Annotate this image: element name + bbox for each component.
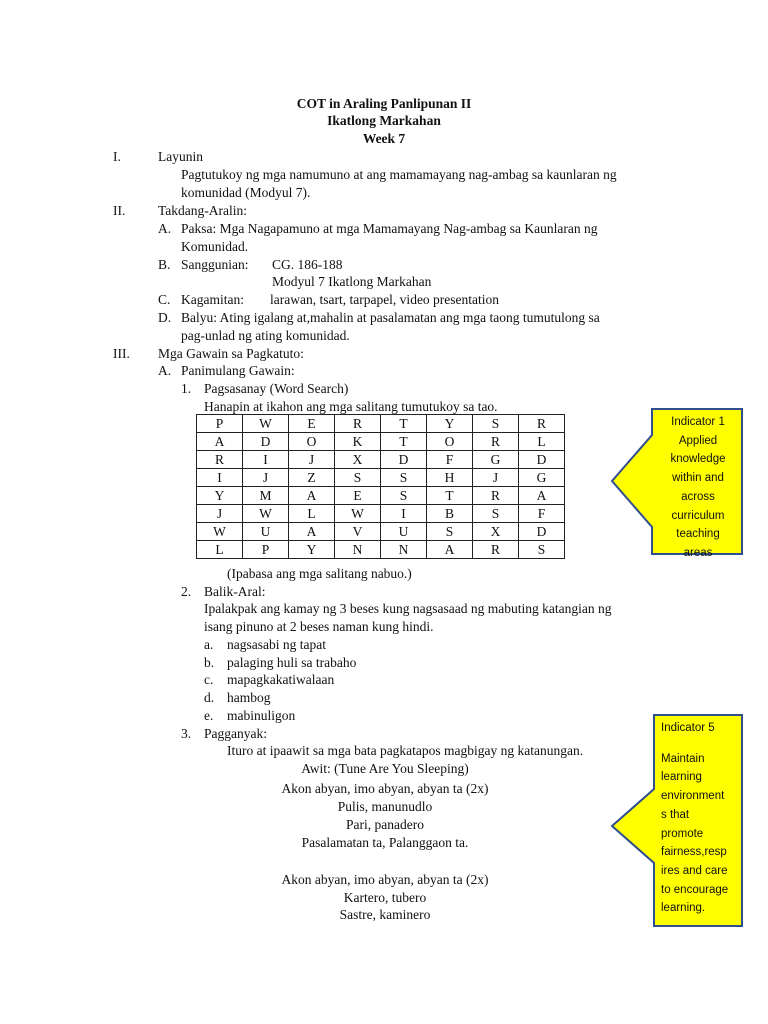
word-search-cell: T: [381, 433, 427, 451]
step-2-marker: 2.: [181, 584, 192, 599]
indicator-1-line-5: across: [681, 490, 715, 503]
indicator-5-line-4: s that: [661, 808, 690, 821]
word-search-cell: J: [473, 469, 519, 487]
song-verse-1-line-2: Pulis, manunudlo: [337, 799, 433, 814]
word-search-cell: S: [381, 487, 427, 505]
word-search-cell: W: [197, 523, 243, 541]
word-search-cell: R: [335, 415, 381, 433]
document-title: COT in Araling Panlipunan II: [296, 96, 472, 111]
step-1-title: Pagsasanay (Word Search): [204, 381, 349, 396]
indicator-5-line-2: learning: [661, 771, 702, 784]
word-search-cell: D: [243, 433, 289, 451]
word-search-cell: S: [519, 541, 565, 559]
word-search-cell: D: [519, 523, 565, 541]
indicator-5-callout: [610, 714, 744, 928]
word-search-cell: U: [243, 523, 289, 541]
word-search-cell: J: [289, 451, 335, 469]
word-search-cell: A: [289, 487, 335, 505]
word-search-row: [197, 541, 565, 559]
indicator-1-line-1: Indicator 1: [671, 416, 725, 428]
word-search-cell: F: [427, 451, 473, 469]
choice-a-marker: a.: [204, 637, 214, 652]
section-iii-number: III.: [113, 346, 130, 361]
song-title: Awit: (Tune Are You Sleeping): [301, 761, 469, 776]
word-search-cell: N: [381, 541, 427, 559]
indicator-1-line-6: curriculum: [671, 509, 725, 522]
word-search-cell: S: [473, 505, 519, 523]
word-search-cell: O: [289, 433, 335, 451]
word-search-cell: A: [289, 523, 335, 541]
song-verse-2-line-3: Sastre, kaminero: [339, 907, 431, 922]
word-search-row: [197, 487, 565, 505]
step-2-title: Balik-Aral:: [204, 584, 266, 599]
word-search-cell: A: [427, 541, 473, 559]
word-search-cell: B: [427, 505, 473, 523]
document-week: Week 7: [362, 131, 406, 146]
word-search-cell: S: [381, 469, 427, 487]
word-search-row: [197, 469, 565, 487]
step-1-marker: 1.: [181, 381, 192, 396]
indicator-1-line-2: Applied: [678, 434, 718, 447]
item-d-line-1: Balyu: Ating igalang at,mahalin at pasalamatan ang mga taong tumutulong sa: [181, 310, 600, 325]
subsection-a-marker: A.: [158, 363, 172, 378]
word-search-cell: X: [335, 451, 381, 469]
word-search-cell: P: [243, 541, 289, 559]
choice-c-text: mapagkakatiwalaan: [227, 672, 335, 687]
step-3-marker: 3.: [181, 726, 192, 741]
word-search-cell: S: [335, 469, 381, 487]
word-search-cell: V: [335, 523, 381, 541]
item-b-label: Sanggunian:: [181, 257, 249, 272]
item-d-line-2: pag-unlad ng ating komunidad.: [181, 328, 350, 343]
word-search-cell: W: [243, 505, 289, 523]
choice-d-marker: d.: [204, 690, 215, 705]
word-search-cell: Y: [427, 415, 473, 433]
item-c-label: Kagamitan:: [181, 292, 244, 307]
indicator-5-line-6: fairness,resp: [661, 846, 727, 859]
indicator-5-line-7: ires and care: [661, 864, 728, 877]
word-search-cell: J: [197, 505, 243, 523]
indicator-5-text: [661, 719, 739, 923]
item-b-line-1: CG. 186-188: [272, 257, 343, 272]
word-search-row: [197, 451, 565, 469]
word-search-cell: G: [473, 451, 519, 469]
word-search-cell: T: [381, 415, 427, 433]
word-search-cell: S: [473, 415, 519, 433]
word-search-cell: X: [473, 523, 519, 541]
subsection-a-title: Panimulang Gawain:: [181, 363, 295, 378]
step-2-line-2: isang pinuno at 2 beses naman kung hindi.: [204, 619, 434, 634]
word-search-cell: I: [381, 505, 427, 523]
word-search-cell: W: [243, 415, 289, 433]
word-search-cell: O: [427, 433, 473, 451]
indicator-5-line-3: environment: [661, 790, 725, 803]
item-c-value: larawan, tsart, tarpapel, video presentation: [270, 292, 500, 307]
song-verse-2-line-2: Kartero, tubero: [343, 890, 427, 905]
choice-d-text: hambog: [227, 690, 271, 705]
indicator-1-line-8: areas: [683, 546, 713, 559]
document-subtitle: Ikatlong Markahan: [327, 113, 441, 128]
word-search-row: [197, 415, 565, 433]
section-i-title: Layunin: [158, 149, 203, 164]
choice-e-marker: e.: [204, 708, 214, 723]
section-i-line-2: komunidad (Modyul 7).: [181, 185, 311, 200]
step-3-instruction: Ituro at ipaawit sa mga bata pagkatapos magbigay ng katanungan.: [227, 743, 584, 758]
song-verse-2-line-1: Akon abyan, imo abyan, abyan ta (2x): [281, 872, 489, 887]
word-search-row: [197, 523, 565, 541]
item-c-marker: C.: [158, 292, 171, 307]
word-search-cell: A: [197, 433, 243, 451]
step-2-line-1: Ipalakpak ang kamay ng 3 beses kung nagsasaad ng mabuting katangian ng: [204, 601, 612, 616]
section-iii-title: Mga Gawain sa Pagkatuto:: [158, 346, 304, 361]
word-search-cell: M: [243, 487, 289, 505]
word-search-cell: G: [519, 469, 565, 487]
item-d-marker: D.: [158, 310, 172, 325]
section-ii-number: II.: [113, 203, 126, 218]
word-search-row: [197, 505, 565, 523]
item-b-line-2: Modyul 7 Ikatlong Markahan: [272, 274, 432, 289]
song-verse-1-line-3: Pari, panadero: [346, 817, 424, 832]
song-verse-1-line-4: Pasalamatan ta, Palanggaon ta.: [301, 835, 469, 850]
indicator-1-text: [658, 413, 738, 559]
word-search-cell: J: [243, 469, 289, 487]
indicator-5-title: Indicator 5: [661, 722, 715, 734]
word-search-cell: K: [335, 433, 381, 451]
word-search-cell: I: [197, 469, 243, 487]
word-search-cell: R: [197, 451, 243, 469]
section-ii-title: Takdang-Aralin:: [158, 203, 248, 218]
step-1-instruction: Hanapin at ikahon ang mga salitang tumutukoy sa tao.: [204, 399, 498, 414]
item-a-marker: A.: [158, 221, 172, 236]
word-search-cell: D: [381, 451, 427, 469]
word-search-cell: Y: [197, 487, 243, 505]
item-a-line-2: Komunidad.: [181, 239, 249, 254]
item-b-marker: B.: [158, 257, 171, 272]
choice-a-text: nagsasabi ng tapat: [227, 637, 326, 652]
song-verse-1-line-1: Akon abyan, imo abyan, abyan ta (2x): [281, 781, 489, 796]
word-search-cell: R: [519, 415, 565, 433]
indicator-5-line-8: to encourage: [661, 883, 729, 896]
word-search-cell: Z: [289, 469, 335, 487]
indicator-1-line-4: within and: [672, 472, 724, 485]
indicator-5-line-9: learning.: [661, 902, 706, 915]
word-search-cell: A: [519, 487, 565, 505]
indicator-1-line-3: knowledge: [670, 453, 726, 466]
word-search-cell: S: [427, 523, 473, 541]
word-search-row: [197, 433, 565, 451]
choice-b-marker: b.: [204, 655, 215, 670]
word-search-grid: [196, 414, 565, 559]
word-search-cell: R: [473, 541, 519, 559]
word-search-cell: H: [427, 469, 473, 487]
word-search-cell: I: [243, 451, 289, 469]
word-search-cell: W: [335, 505, 381, 523]
word-search-cell: R: [473, 487, 519, 505]
indicator-1-line-7: teaching: [676, 528, 720, 541]
word-search-cell: E: [289, 415, 335, 433]
section-i-line-1: Pagtutukoy ng mga namumuno at ang mamamayang nag-ambag sa kaunlaran ng: [181, 167, 617, 182]
indicator-1-callout: [610, 408, 744, 559]
word-search-cell: F: [519, 505, 565, 523]
word-search-cell: U: [381, 523, 427, 541]
choice-e-text: mabinuligon: [227, 708, 296, 723]
choice-c-marker: c.: [204, 672, 214, 687]
word-search-cell: T: [427, 487, 473, 505]
word-search-cell: L: [197, 541, 243, 559]
item-a-line-1: Paksa: Mga Nagapamuno at mga Mamamayang Nag-ambag sa Kaunlaran ng: [181, 221, 598, 236]
word-search-cell: L: [519, 433, 565, 451]
word-search-note: (Ipabasa ang mga salitang nabuo.): [227, 566, 412, 581]
word-search-cell: E: [335, 487, 381, 505]
word-search-cell: D: [519, 451, 565, 469]
indicator-5-line-5: promote: [661, 827, 704, 840]
step-3-title: Pagganyak:: [204, 726, 267, 741]
word-search-cell: P: [197, 415, 243, 433]
word-search-cell: L: [289, 505, 335, 523]
word-search-cell: Y: [289, 541, 335, 559]
indicator-5-line-1: Maintain: [661, 752, 705, 765]
section-i-number: I.: [113, 149, 121, 164]
word-search-cell: R: [473, 433, 519, 451]
word-search-cell: N: [335, 541, 381, 559]
choice-b-text: palaging huli sa trabaho: [227, 655, 357, 670]
